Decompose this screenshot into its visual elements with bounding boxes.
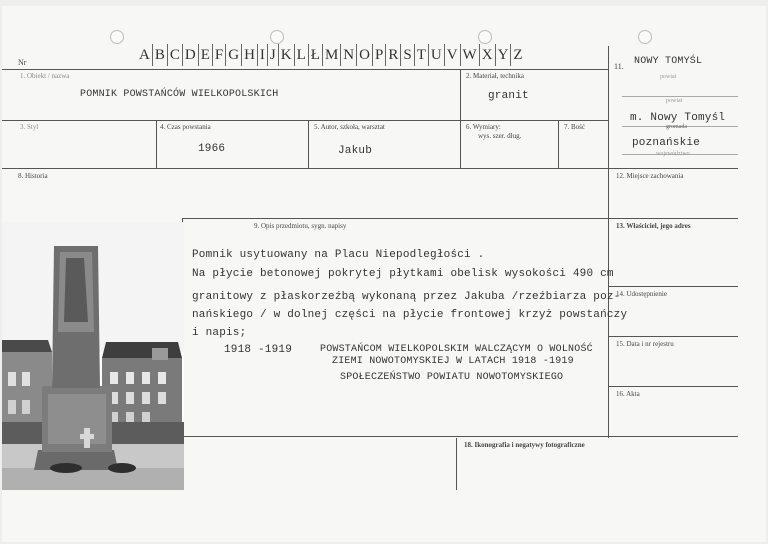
monument-photo-icon <box>2 222 184 490</box>
punch-hole-icon <box>638 30 652 44</box>
alphabet-letter: P <box>373 44 386 66</box>
alphabet-index <box>137 44 525 66</box>
alphabet-letter: R <box>386 44 401 66</box>
field-7-label: 7. Bość <box>564 123 585 131</box>
voivodeship-value: poznańskie <box>632 137 701 149</box>
alphabet-letter: C <box>168 44 183 66</box>
punch-hole-icon <box>478 30 492 44</box>
alphabet-letter: B <box>153 44 168 66</box>
nr-label: Nr <box>18 58 27 67</box>
inscription-dates: 1918 -1919 <box>224 344 293 356</box>
field-11-small-2: powiat <box>666 98 683 104</box>
inscription-line-1: POWSTAŃCOM WIELKOPOLSKIM WALCZĄCYM O WOLNOŚĆ <box>320 344 593 355</box>
alphabet-letter: Z <box>513 47 523 63</box>
description-line-5: i napis; <box>192 327 247 339</box>
material-value: granit <box>488 90 529 102</box>
field-9-label: 9. Opis przedmiotu, sygn. napisy <box>254 222 347 230</box>
alphabet-letter: I <box>258 44 268 66</box>
alphabet-letter: U <box>429 44 445 66</box>
field-11-small-1: powiat <box>660 74 677 80</box>
field-3-label: 3. Styl <box>20 123 39 131</box>
alphabet-letter: D <box>183 44 199 66</box>
description-line-1: Pomnik usytuowany na Placu Niepodległości . <box>192 249 485 261</box>
alphabet-letter: V <box>445 44 461 66</box>
alphabet-letter: L <box>295 44 309 66</box>
alphabet-letter: E <box>199 44 213 66</box>
field-1-label: 1. Obiekt / nazwa <box>20 72 70 80</box>
alphabet-letter: X <box>480 44 496 66</box>
field-16-label: 16. Akta <box>616 390 640 398</box>
punch-hole-icon <box>270 30 284 44</box>
alphabet-letter: W <box>461 44 480 66</box>
inscription-line-2: ZIEMI NOWOTOMYSKIEJ W LATACH 1918 -1919 <box>332 356 574 367</box>
alphabet-letter: O <box>357 44 373 66</box>
alphabet-letter: Ł <box>309 44 323 66</box>
alphabet-letter: T <box>415 44 429 66</box>
alphabet-letter: H <box>242 44 258 66</box>
town-value: m. Nowy Tomyśl <box>630 112 726 124</box>
description-line-3: granitowy z płaskorzeźbą wykonaną przez Jakuba /rzeźbiarza poz- <box>192 291 621 303</box>
description-line-4: nańskiego / w dolnej części na płycie frontowej krzyż powstańczy <box>192 309 628 321</box>
town-heading-value: NOWY TOMYŚL <box>634 56 703 67</box>
alphabet-letter: S <box>401 44 414 66</box>
alphabet-letter: F <box>213 44 226 66</box>
field-8-label: 8. Historia <box>18 172 48 180</box>
description-line-2: Na płycie betonowej pokrytej płytkami obelisk wysokości 490 cm <box>192 268 614 280</box>
field-5-label: 5. Autor, szkoła, warsztat <box>314 123 385 131</box>
alphabet-letter: N <box>341 44 357 66</box>
alphabet-letter: J <box>268 44 279 66</box>
alphabet-letter: Y <box>496 44 512 66</box>
alphabet-letter: G <box>226 44 242 66</box>
field-18-label: 18. Ikonografia i negatywy fotograficzne <box>464 441 585 449</box>
monument-photo <box>2 222 184 490</box>
field-6-label: 6. Wymiary: <box>466 123 501 131</box>
alphabet-letter: M <box>323 44 341 66</box>
author-value: Jakub <box>338 145 373 157</box>
field-12-label: 12. Miejsce zachowania <box>616 172 684 180</box>
dimensions-sub-label: wys. szer. dług. <box>478 132 522 140</box>
punch-hole-icon <box>110 30 124 44</box>
field-15-label: 15. Data i nr rejestru <box>616 340 674 348</box>
field-2-label: 2. Materiał, technika <box>466 72 524 80</box>
creation-date-value: 1966 <box>198 143 226 155</box>
field-13-label: 13. Właściciel, jego adres <box>616 222 691 230</box>
gromada-label: gromada <box>666 124 687 130</box>
field-4-label: 4. Czas powstania <box>160 123 211 131</box>
inscription-line-3: SPOŁECZEŃSTWO POWIATU NOWOTOMYSKIEGO <box>340 372 564 383</box>
catalog-card <box>2 6 766 542</box>
object-name-value: POMNIK POWSTAŃCÓW WIELKOPOLSKICH <box>80 89 279 100</box>
voivodeship-label: województwo <box>656 151 690 157</box>
field-14-label: 14. Udostępnienie <box>616 290 667 298</box>
alphabet-letter: A <box>137 44 153 66</box>
alphabet-letter: K <box>279 44 295 66</box>
field-11-label: 11. <box>614 62 624 71</box>
